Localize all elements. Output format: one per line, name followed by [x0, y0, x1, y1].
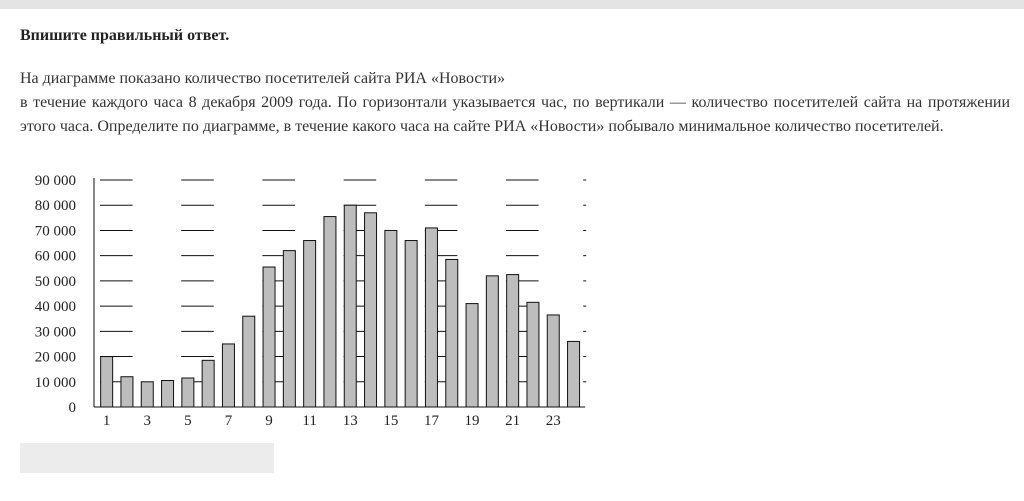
- y-tick-label: 80 000: [34, 198, 76, 215]
- bar: [344, 205, 356, 407]
- bar: [121, 377, 133, 407]
- y-tick-label: 70 000: [34, 223, 76, 240]
- y-tick-label: 30 000: [34, 324, 76, 341]
- x-tick-label: 1: [102, 413, 111, 429]
- y-tick-label: 20 000: [34, 349, 76, 366]
- x-tick-label: 5: [184, 413, 192, 429]
- x-tick-label: 9: [265, 413, 273, 429]
- x-tick-label: 19: [464, 413, 480, 429]
- x-tick-label: 3: [143, 413, 151, 429]
- x-tick-label: 11: [302, 413, 317, 429]
- bar: [202, 360, 214, 407]
- bar: [425, 228, 437, 407]
- y-tick-label: 50 000: [34, 273, 76, 290]
- bar: [466, 304, 478, 407]
- x-tick-label: 13: [342, 413, 358, 429]
- bar: [283, 251, 295, 407]
- bar: [222, 344, 234, 407]
- bar: [304, 241, 316, 407]
- x-tick-label: 15: [383, 413, 399, 429]
- bar: [547, 315, 559, 407]
- bar: [446, 259, 458, 407]
- y-tick-label: 10 000: [34, 374, 76, 391]
- y-tick-label: 90 000: [34, 173, 76, 189]
- bar: [162, 381, 174, 407]
- visitors-bar-chart: [20, 170, 600, 432]
- bar: [568, 341, 580, 407]
- x-tick-label: 7: [224, 413, 233, 429]
- bar: [141, 382, 153, 407]
- y-tick-label: 40 000: [34, 299, 76, 316]
- answer-input[interactable]: [20, 443, 274, 473]
- bar: [365, 213, 377, 407]
- bar: [507, 275, 519, 407]
- y-tick-label: 0: [68, 400, 76, 416]
- question-line-2: в течение каждого часа 8 декабря 2009 года. По горизонтали указывается час, по вертикали — количество посетителей сайта на протяжении этого часа. Определите по диаграмме, в течение какого часа на сайте РИА «Новости» побывало минимальное количество посетителей.: [20, 94, 1010, 135]
- bar: [385, 230, 397, 407]
- bar: [486, 276, 498, 407]
- bar: [101, 357, 113, 407]
- x-tick-label: 17: [423, 413, 439, 429]
- instruction-text: Впишите правильный ответ.: [20, 27, 230, 44]
- x-tick-label: 21: [505, 413, 521, 429]
- bar: [243, 316, 255, 407]
- question-text: [20, 67, 1010, 139]
- question-line-1: На диаграмме показано количество посетителей сайта РИА «Новости»: [20, 70, 506, 87]
- bar: [527, 302, 539, 407]
- bar: [263, 267, 275, 407]
- bar: [182, 378, 194, 407]
- y-tick-label: 60 000: [34, 248, 76, 265]
- x-tick-label: 23: [545, 413, 561, 429]
- top-strip: [0, 0, 1024, 9]
- bar: [405, 241, 417, 407]
- bar: [324, 217, 336, 407]
